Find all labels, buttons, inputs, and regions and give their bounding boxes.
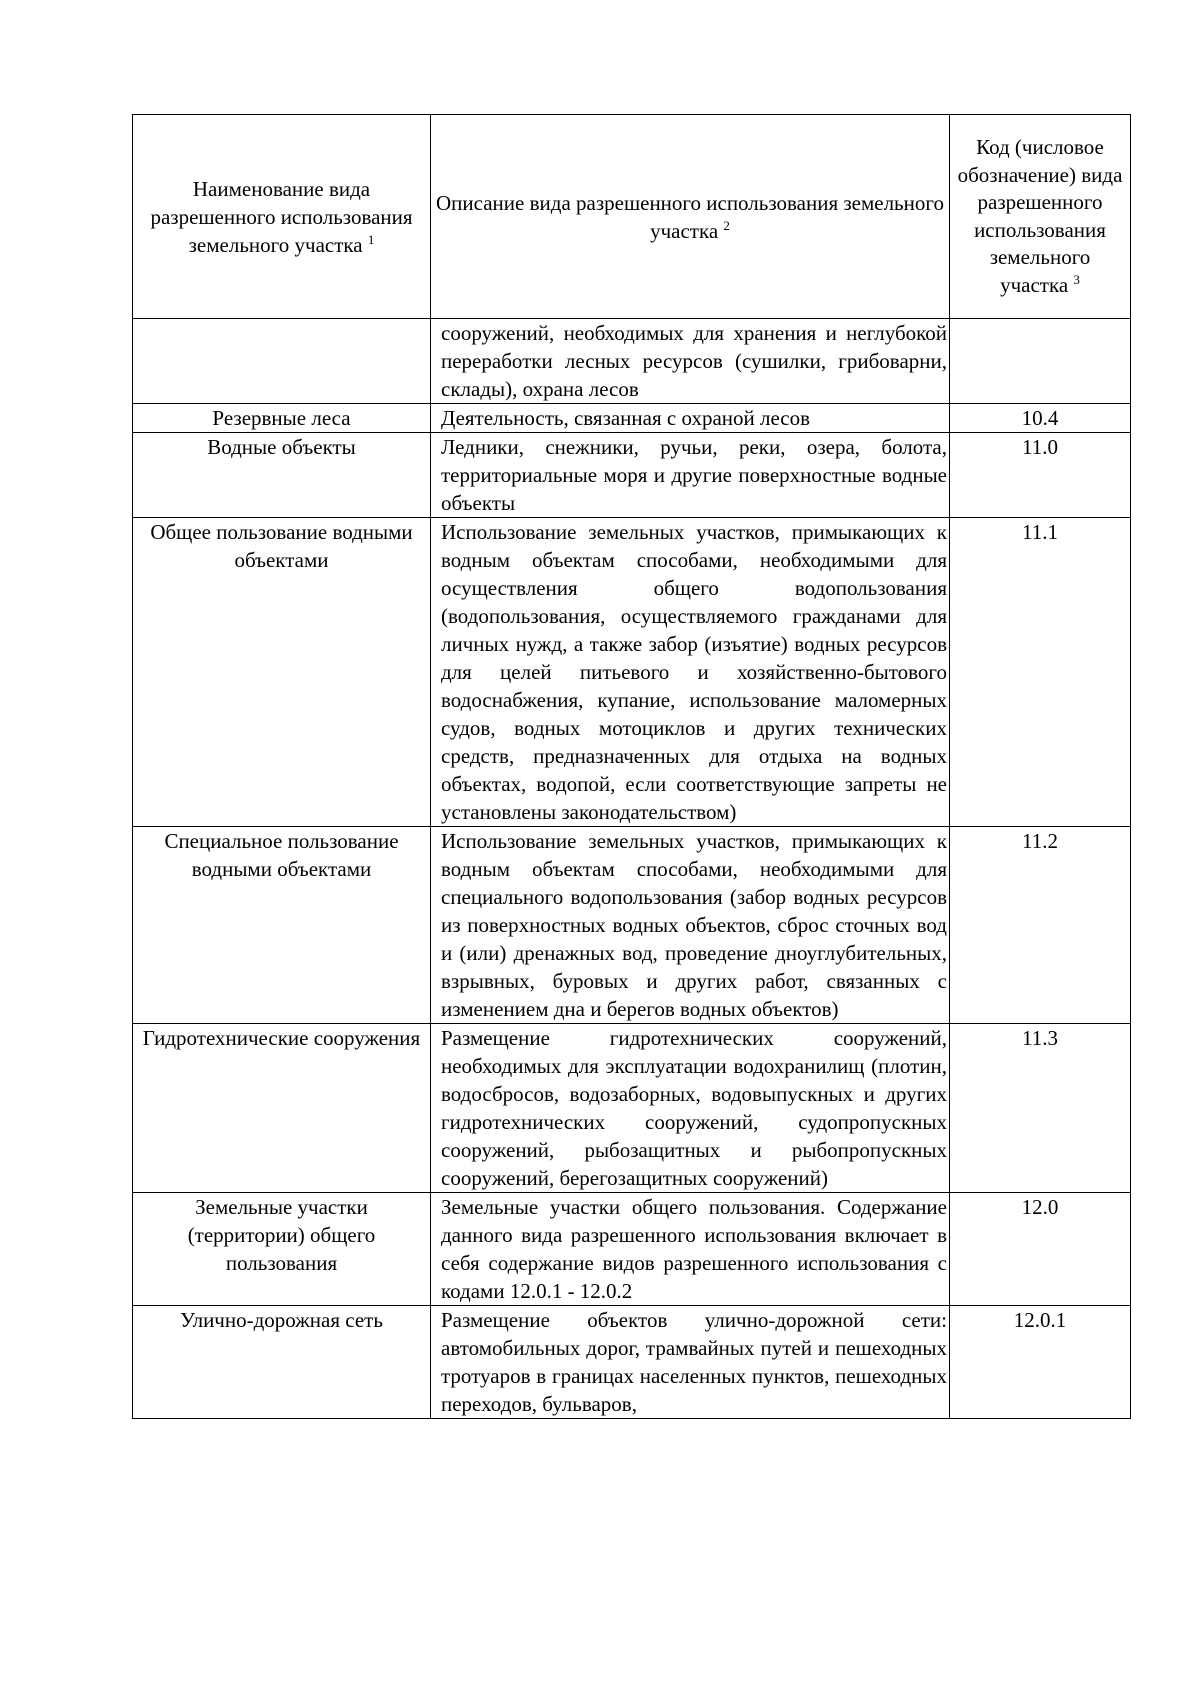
row-name: Улично-дорожная сеть	[133, 1306, 431, 1419]
header-name-text: Наименование вида разрешенного использования земельного участка	[150, 176, 413, 257]
row-description: Использование земельных участков, примыкающих к водным объектам способами, необходимыми для специального водопользования (забор водных ресурсов из поверхностных водных объектов, сброс сточных вод и (или) дренажных вод, проведение дноуглубительных, взрывных, буровых и других работ, связанных с изменением дна и берегов водных объектов)	[431, 827, 950, 1024]
row-name: Резервные леса	[133, 404, 431, 433]
table-row	[133, 319, 1131, 404]
row-description: Земельные участки общего пользования. Содержание данного вида разрешенного использования включает в себя содержание видов разрешенного использования с кодами 12.0.1 - 12.0.2	[431, 1193, 950, 1306]
table-row	[133, 404, 1131, 433]
row-code: 11.0	[950, 433, 1131, 518]
header-name	[133, 115, 431, 319]
row-code: 11.1	[950, 518, 1131, 827]
row-name: Специальное пользование водными объектами	[133, 827, 431, 1024]
row-name: Земельные участки (территории) общего пользования	[133, 1193, 431, 1306]
header-code	[950, 115, 1131, 319]
table-row	[133, 433, 1131, 518]
header-description-text: Описание вида разрешенного использования земельного участка	[436, 190, 944, 243]
row-name	[133, 319, 431, 404]
row-name: Водные объекты	[133, 433, 431, 518]
table-row	[133, 1306, 1131, 1419]
row-code: 12.0	[950, 1193, 1131, 1306]
row-description: Ледники, снежники, ручьи, реки, озера, болота, территориальные моря и другие поверхностные водные объекты	[431, 433, 950, 518]
row-description: Деятельность, связанная с охраной лесов	[431, 404, 950, 433]
row-code: 11.3	[950, 1024, 1131, 1193]
row-description: Размещение объектов улично-дорожной сети: автомобильных дорог, трамвайных путей и пешеходных тротуаров в границах населенных пунктов, пешеходных переходов, бульваров,	[431, 1306, 950, 1419]
land-use-table	[132, 114, 1131, 1419]
table-row	[133, 1193, 1131, 1306]
table-header-row	[133, 115, 1131, 319]
row-description: сооружений, необходимых для хранения и неглубокой переработки лесных ресурсов (сушилки, грибоварни, склады), охрана лесов	[431, 319, 950, 404]
row-description: Размещение гидротехнических сооружений, необходимых для эксплуатации водохранилищ (плотин, водосбросов, водозаборных, водовыпускных и других гидротехнических сооружений, судопропускных сооружений, рыбозащитных и рыбопропускных сооружений, берегозащитных сооружений)	[431, 1024, 950, 1193]
row-description: Использование земельных участков, примыкающих к водным объектам способами, необходимыми для осуществления общего водопользования (водопользования, осуществляемого гражданами для личных нужд, а также забор (изъятие) водных ресурсов для целей питьевого и хозяйственно-бытового водоснабжения, купание, использование маломерных судов, водных мотоциклов и других технических средств, предназначенных для отдыха на водных объектах, водопой, если соответствующие запреты не установлены законодательством)	[431, 518, 950, 827]
row-name: Общее пользование водными объектами	[133, 518, 431, 827]
row-code	[950, 319, 1131, 404]
row-name: Гидротехнические сооружения	[133, 1024, 431, 1193]
header-code-footnote: 3	[1073, 271, 1080, 287]
row-code: 12.0.1	[950, 1306, 1131, 1419]
header-description-footnote: 2	[723, 217, 730, 233]
table-row	[133, 827, 1131, 1024]
header-name-footnote: 1	[367, 231, 375, 247]
header-code-text: Код (числовое обозначение) вида разрешенного использования земельного участка	[957, 135, 1123, 297]
table-row	[133, 1024, 1131, 1193]
table-row	[133, 518, 1131, 827]
header-description	[431, 115, 950, 319]
row-code: 11.2	[950, 827, 1131, 1024]
row-code: 10.4	[950, 404, 1131, 433]
